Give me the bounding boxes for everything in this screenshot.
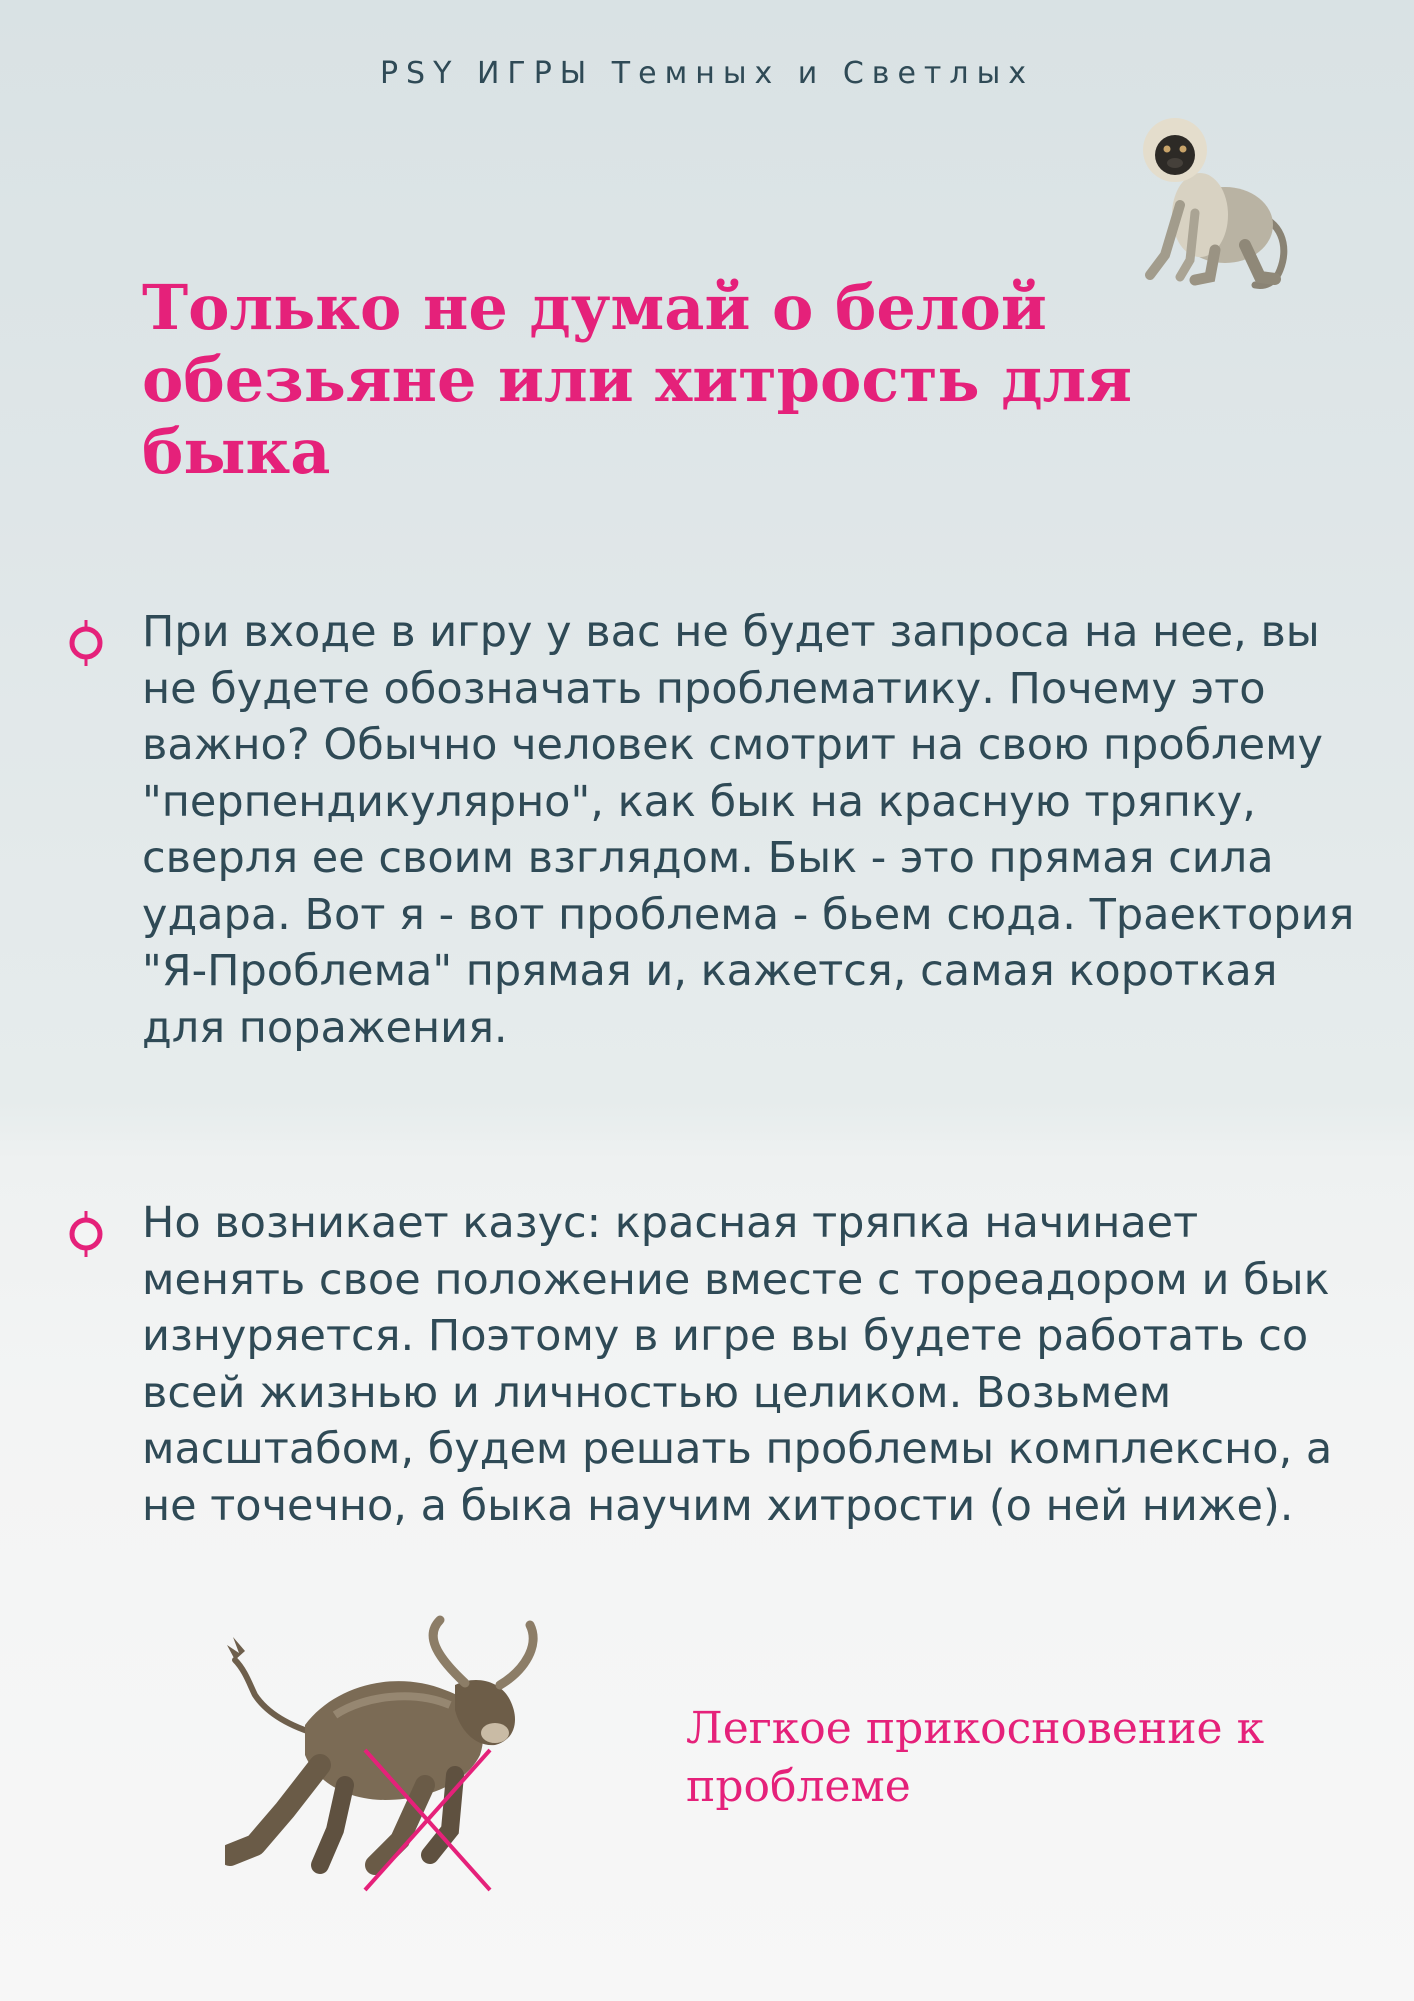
- header-title: PSY ИГРЫ Темных и Светлых: [379, 56, 1035, 91]
- bullet-item: [142, 604, 1372, 1056]
- bull-caption: Легкое прикосновение к проблеме: [686, 1703, 1265, 1812]
- bullet-item: [142, 1195, 1372, 1534]
- pink-ring-bullet-icon: [67, 1211, 105, 1257]
- crossed-out-bull-illustration: [225, 1615, 585, 1900]
- bullet-text: При входе в игру у вас не будет запроса на нее, вы не будете обозначать проблематику. Почему это важно? Обычно человек смотрит на свою проблему "перпендикулярно", как бык на красную тряпку, сверля ее своим взглядом. Бык - это прямая сила удара. Вот я - вот проблема - бьем сюда. Траектория "Я-Проблема" прямая и, кажется, самая короткая для поражения.: [142, 607, 1355, 1053]
- page-title: Только не думай о белой обезьяне или хитрость для быка: [142, 271, 1133, 488]
- bullet-text: Но возникает казус: красная тряпка начинает менять свое положение вместе с тореадором и бык изнуряется. Поэтому в игре вы будете работать со всей жизнью и личностью целиком. Возьмем масштабом, будем решать проблемы комплексно, а не точечно, а быка научим хитрости (о ней ниже).: [142, 1198, 1333, 1531]
- pink-ring-bullet-icon: [67, 620, 105, 666]
- monkey-illustration: [1105, 95, 1295, 290]
